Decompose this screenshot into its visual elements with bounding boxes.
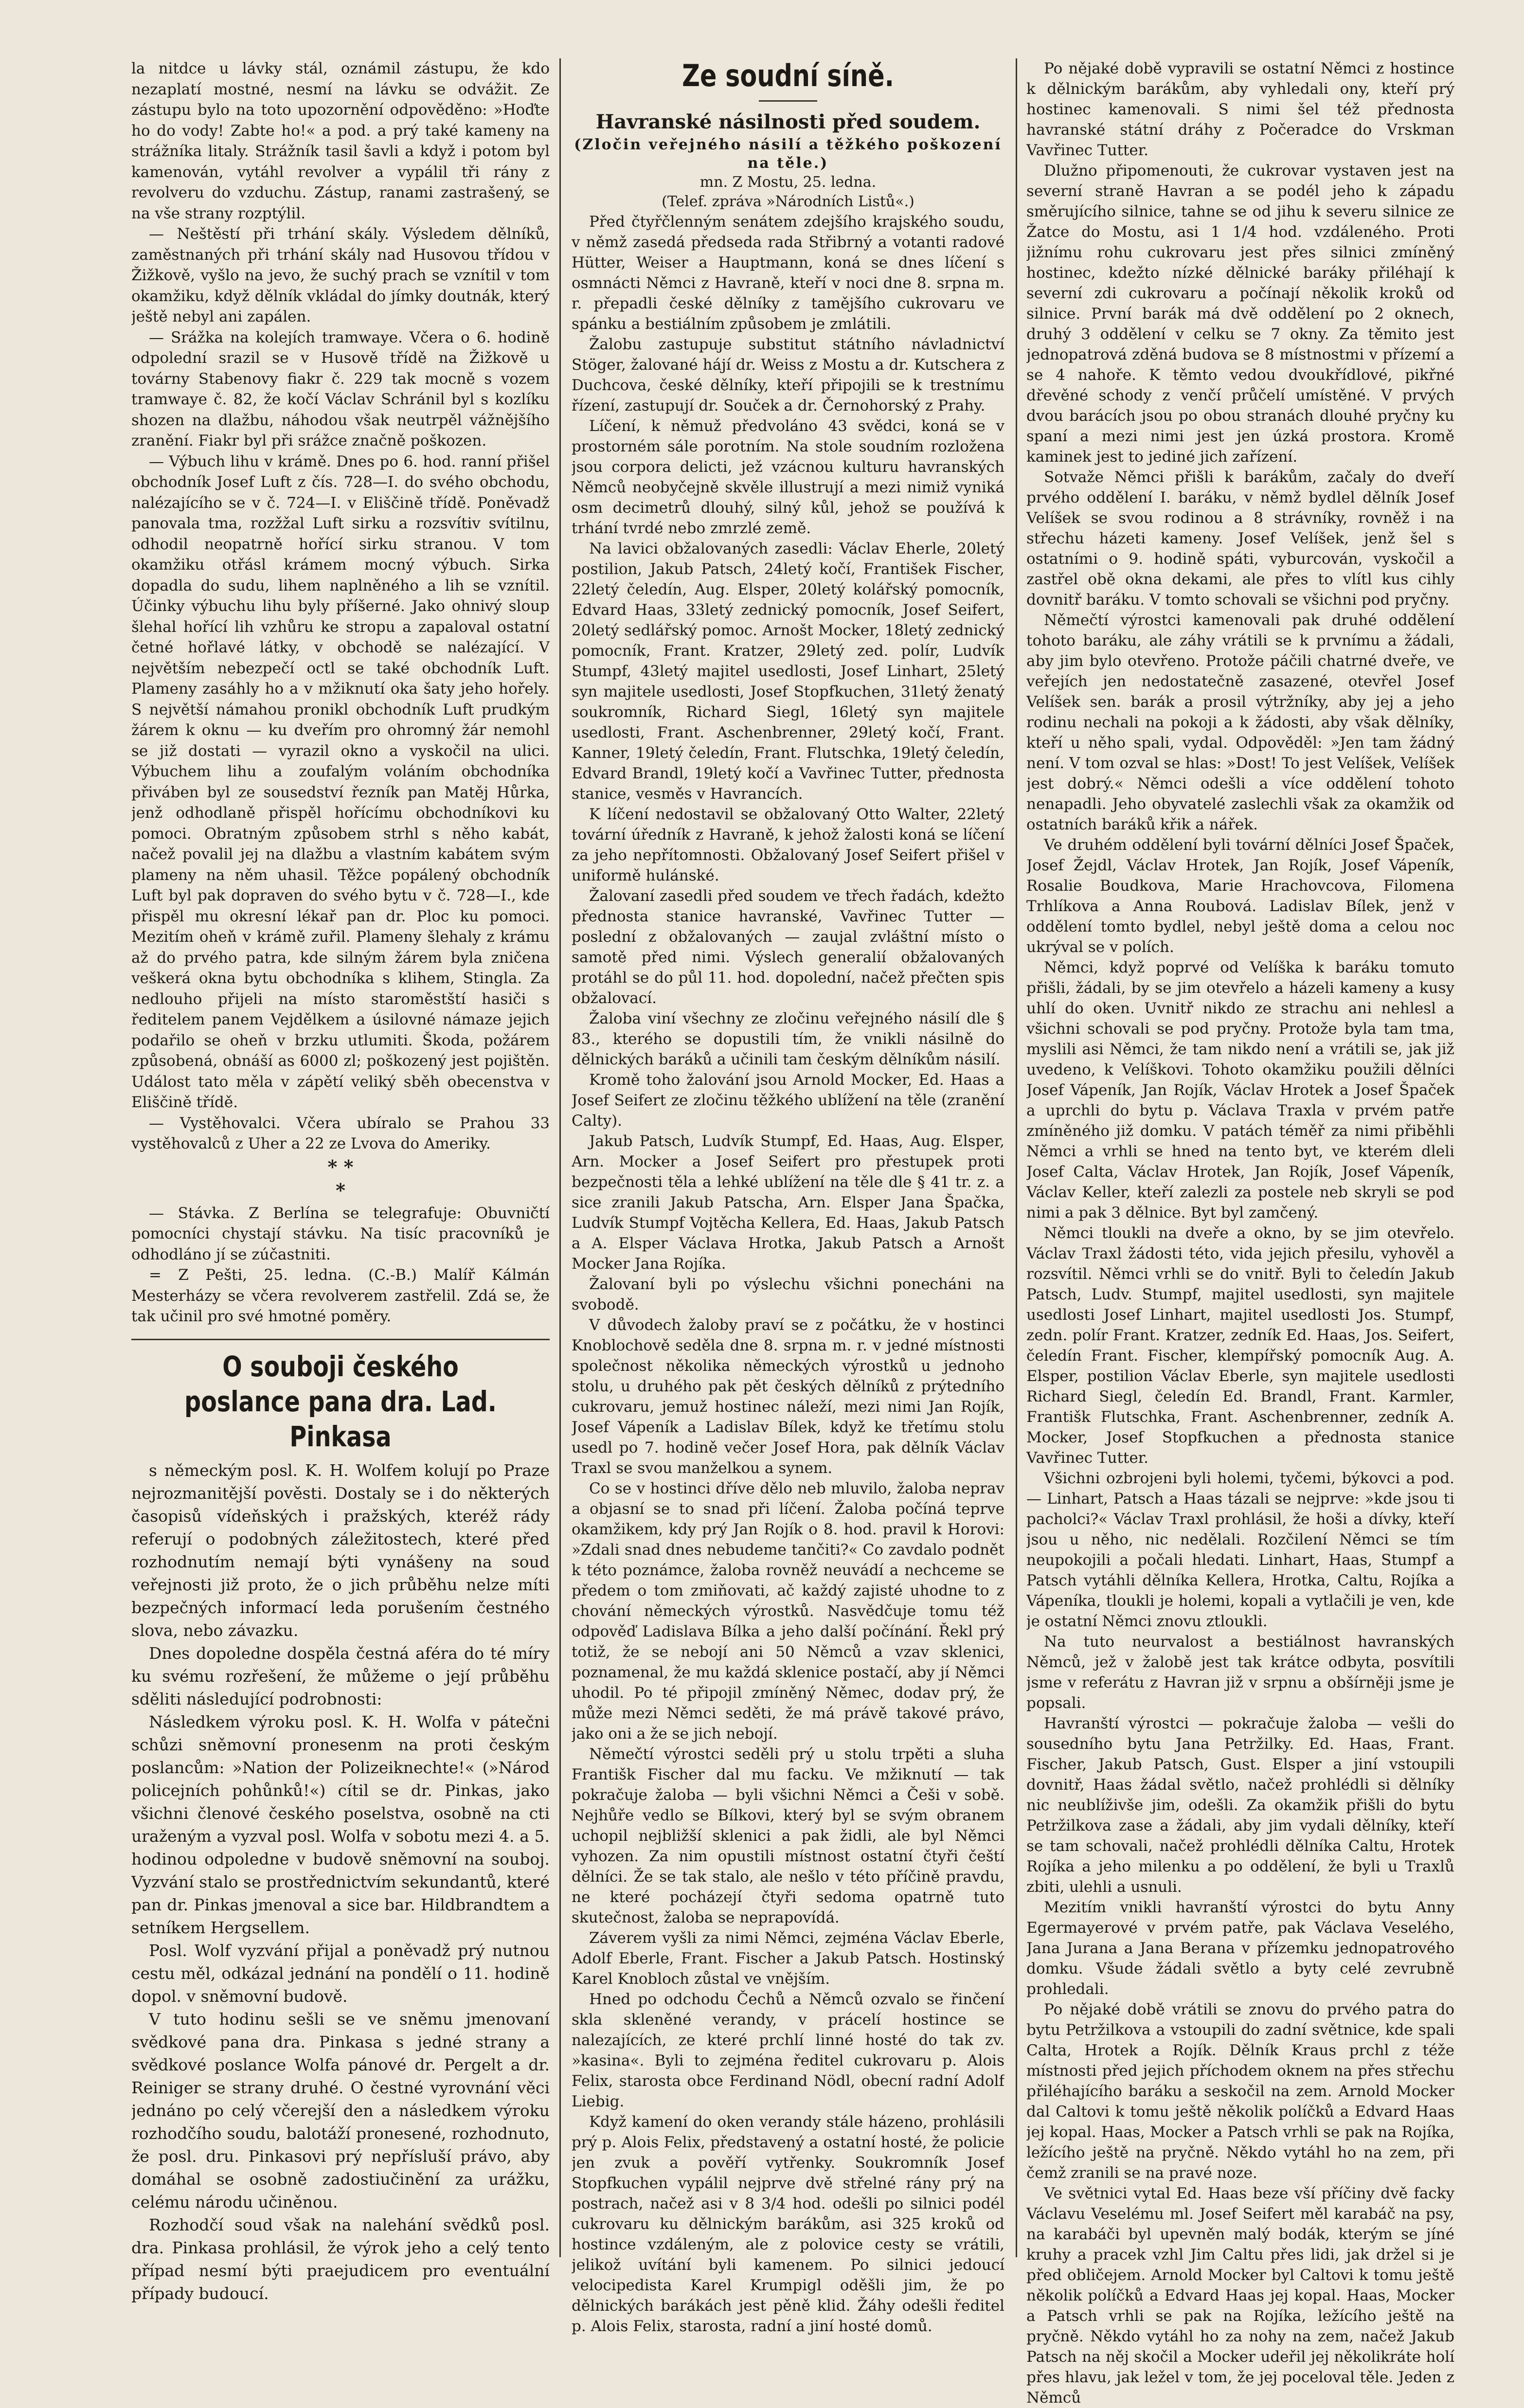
paragraph: Po nějaké době vypravili se ostatní Němci z hostince k dělnickým barákům, aby vyhledali ony, kteří prý hostinec kamenovali. S nimi šel též přednosta havranské státní dráhy z Počeradce do Vrskman Vavřinec Tutter. bbox=[1026, 60, 1454, 159]
article-headline: Havranské násilnosti před soudem. bbox=[595, 110, 981, 133]
paragraph: Líčení, k němuž předvoláno 43 svědci, koná se v prostorném sále porotním. Na stole soudním rozložena jsou corpora delicti, jež vzácnou kulturu havranských Němců neobyčejně skvěle illustrují a mezi nimiž vyniká osm decimetrů dlouhý, silný kůl, jehož se používá k trhání tvrdé nebo zmrzlé země. bbox=[572, 417, 1004, 537]
separator-stars: * * bbox=[327, 1155, 354, 1178]
paragraph: Když kamení do oken verandy stále házeno, prohlásili prý p. Alois Felix, představený a ostatní hosté, že policie jen zvuk a pověří vytřenky. Soukromník Josef Stopfkuchen vypálil nejprve dvě střelné rány prý na postrach, načež asi v 8 3/4 hod. odešli po silnici podél cukrovaru ku dělnickým barákům, asi 325 kroků od hostince vzdáleným, ale z polovice cesty se vrátili, jelikož uvítání byli kamenem. Po silnici jedoucí velocipedista Karel Krumpigl oděšli jim, že po dělnických barákách jest pěně klid. Žáhy odešli ředitel p. Alois Felix, starosta, radní a jiní hosté domů. bbox=[572, 2113, 1004, 2335]
paragraph: Mezitím vnikli havranští výrostci do bytu Anny Egermayerové v prvém patře, pak Václava Veselého, Jana Jurana a Jana Berana v přízemku jednopatrového domku. Všude žádali světlo a byty celé zevrubně prohledali. bbox=[1026, 1899, 1454, 1998]
news-item: = Z Pešti, 25. ledna. (C.-B.) Malíř Kálmán Mesterházy se včera revolverem zastřelil. Zdá se, že tak učinil pro své hmotné poměry. bbox=[131, 1266, 550, 1325]
paragraph: Následkem výroku posl. K. H. Wolfa v pátečni schůzi sněmovní pronesenm na proti českým poslancům: »Nation der Polizeiknechte!« (»Národ policejních pohůnků!«) cítil se dr. Pinkas, jako všichni členové českého poselstva, osobně na cti uraženým a vyzval posl. Wolfa v sobotu mezi 4. a 5. hodinou odpoledne v budově sněmovní na souboj. Vyzvání stalo se prostřednictvím sekundantů, které pan dr. Pinkas jmenoval a sice bar. Hildbrandtem a setníkem Hergsellem. bbox=[131, 1712, 550, 1937]
dateline: mn. Z Mostu, 25. ledna. bbox=[699, 174, 877, 191]
paragraph: Dlužno připomenouti, že cukrovar vystaven jest na severní straně Havran a se podél jeho k západu směrujícího silnice, tahne se od jihu k severu silnice ze Žatce do Mostu, asi 1 1/4 hod. vzdáleného. Proti jižnímu rohu cukrovaru jest přes silnici zmíněný hostinec, kdežto nízké dělnické baráky přiléhají k severní zdi cukrovaru a počínají několik kroků od silnice. První barák má dvě oddělení po 2 oknech, druhý 3 oddělení v celku se 7 okny. Za těmito jest jednopatrová zděná budova se 8 místnostmi v přízemí a se 4 nahoře. K těmto vedou dvoukřídlové, pikřné dřevěné schody z venčí průčelí umístěné. V prvých dvou barácích jsou po obou stranách dlouhé pryčny ku spaní a mezi nimi jest jen úzká prostora. Kromě kaminek jest to jediné jich zařízení. bbox=[1026, 162, 1454, 466]
paragraph: Havranští výrostci — pokračuje žaloba — vešli do sousedního bytu Jana Petržilky. Ed. Haas, Frant. Fischer, Jakub Patsch, Gust. Elsper a jiní vstoupili dovnitř, Haas žádal světlo, načež prohlédli si dělníky nic neublíživše jim, odešli. Za okamžik přišli do bytu Petržilkova zase a žádali, aby jim vydali dělníky, kteří se tam schovali, načež prohlédli dělníka Caltu, Hrotek Rojíka a jeho milenku a po oddělení, že byli u Traxlů zbiti, ulehli a usnuli. bbox=[1026, 1715, 1454, 1896]
column-middle bbox=[572, 58, 1004, 2336]
column-right bbox=[1026, 58, 1454, 2408]
news-item: — Vystěhovalci. Včera ubíralo se Prahou 33 vystěhovalců z Uher a 22 ze Lvova do Ameriky. bbox=[131, 1114, 550, 1152]
paragraph: Před čtyřčlenným senátem zdejšího krajského soudu, v němž zasedá předseda rada Střibrný a votanti radové Hütter, Weiser a Hauptmann, koná se dnes líčení s osmnácti Němci z Havraně, kteří v noci dne 8. srpna m. r. přepadli české dělníky z tamějšího cukrovaru ve spánku a bestiálním způsobem je zmlátili. bbox=[572, 213, 1004, 333]
paragraph: Ve druhém oddělení byli tovární dělníci Josef Špaček, Josef Žejdl, Václav Hrotek, Jan Rojík, Josef Vápeník, Rosalie Boudkova, Marie Hrachovcova, Filomena Trhlíkova a Anna Roubová. Ladislav Bílek, jenž v oddělení tomto bydlel, nebyl ještě doma a celou noc ukrýval se v polích. bbox=[1026, 836, 1454, 956]
paragraph: s německým posl. K. H. Wolfem kolují po Praze nejrozmanitější pověsti. Dostaly se i do některých časopisů vídeňských i pražských, kteréž rády referují o podobných záležitostech, které před rozhodnutím nemají býti vynášeny na soud veřejnosti již proto, že o jich průběhu nelze míti bezpečných informací leda porušením čestného slova, nebo závazku. bbox=[131, 1460, 550, 1640]
source-note: (Telef. zpráva »Národních Listů«.) bbox=[662, 193, 914, 210]
paragraph: Dnes dopoledne dospěla čestná aféra do té míry ku svému rozřešení, že můžeme o její průběhu sděliti následující podrobnosti: bbox=[131, 1643, 550, 1708]
paragraph: Záverem vyšli za nimi Němci, zejména Václav Eberle, Adolf Eberle, Frant. Fischer a Jakub Patsch. Hostinský Karel Knobloch zůstal ve vnějším. bbox=[572, 1929, 1004, 1988]
column-left bbox=[131, 58, 550, 2305]
separator-star: * bbox=[336, 1179, 345, 1201]
paragraph: Němci, když poprvé od Velíška k baráku tomuto přišli, žádali, by se jim otevřelo a házeli kameny a kusy uhlí do oken. Uvnitř nikdo ze strachu ani nehlesl a všichni schovali se pod pryčny. Protože byla tam tma, myslili asi Němci, že tam nikdo není a vrátili se, jak již uvedeno, k Velíškovi. Tohoto okamžiku použili dělníci Josef Vápeník, Jan Rojík, Václav Hrotek a Josef Špaček a uprchli do bytu p. Václava Traxla v prvém patře zmíněného již domku. V patách téměř za nimi přiběhli Němci a vrhli se hned na tento byt, ve kterém dleli Josef Calta, Václav Hrotek, Jan Rojík, Josef Vápeník, Václav Keller, kteří zalezli za postele neb skryli se pod nimi a pak 3 dělnice. Byt byl zamčený. bbox=[1026, 959, 1454, 1222]
section-title: Ze soudní síně. bbox=[682, 58, 894, 93]
paragraph: K líčení nedostavil se obžalovaný Otto Walter, 22letý tovární úředník z Havraně, k jehož žalosti koná se líčení za jeho nepřítomnosti. Obžalovaný Josef Seifert přišel v uniformě hulánské. bbox=[572, 806, 1004, 884]
paragraph: Žalovaní byli po výslechu všichni ponecháni na svobodě. bbox=[572, 1276, 1004, 1313]
paragraph: Všichni ozbrojeni byli holemi, tyčemi, býkovci a pod. — Linhart, Patsch a Haas tázali se nejprve: »kde jsou ti pacholci?« Václav Traxl prohlásil, že hoši a dívky, kteří jsou u něho, nic nedělali. Rozčilení Němci se tím neupokojili a počali hledati. Linhart, Haas, Stumpf a Patsch vytáhli dělníka Kellera, Hrotka, Caltu, Rojíka a Vápeníka, tloukli je holemi, kopali a vytlačili je ven, kde je ostatní Němci znovu ztloukli. bbox=[1026, 1470, 1454, 1630]
paragraph: Jakub Patsch, Ludvík Stumpf, Ed. Haas, Aug. Elsper, Arn. Mocker a Josef Seifert pro přestupek proti bezpečnosti těla a lehké ublížení na těle dle § 41 tr. z. a sice zranili Jakub Patscha, Arn. Elsper Jana Špačka, Ludvík Stumpf Vojtěcha Kellera, Ed. Haas, Jakub Patsch a A. Elsper Václava Hrotka, Jakub Patsch a Arnošt Mocker Jana Rojíka. bbox=[572, 1132, 1004, 1273]
paragraph: Rozhodčí soud však na nalehání svědků posl. dra. Pinkasa prohlásil, že výrok jeho a celý tento případ nesmí býti praejudicem pro eventuální případy budoucí. bbox=[131, 2215, 550, 2303]
paragraph: Žaloba viní všechny ze zločinu veřejného násilí dle § 83., kterého se dopustili tím, že vnikli násilně do dělnických baráků a učinili tam českým dělníkům násilí. bbox=[572, 1010, 1004, 1068]
paragraph: Ve světnici vytal Ed. Haas beze vší příčiny dvě facky Václavu Veselému ml. Josef Seifert měl karabáč na psy, na karabáči byl upevněn malý bodák, kterým se jíné kruhy a pracek vzhl Jim Caltu přes lidi, jak držel si je před obličejem. Arnold Mocker byl Caltovi k tomu ještě několik políčků a Edvard Haas jej kopal. Haas, Mocker a Patsch vrhli se pak na Rojíka, ležícího ještě na pryčně. Někdo vytáhl ho za nohy na zem, načež Jakub Patsch na něj skočil a Mocker udeřil jej několikráte holí přes hlavu, jak ležel v tom, že jej poceloval těle. Jeden z Němců bbox=[1026, 2185, 1454, 2407]
section-divider bbox=[131, 1339, 550, 1340]
title-rule bbox=[759, 100, 817, 102]
article-subheadline: (Zločin veřejného násilí a těžkého poškození na těle.) bbox=[574, 136, 1002, 172]
news-item: — Výbuch lihu v krámě. Dnes po 6. hod. ranní přišel obchodník Josef Luft z čís. 728—I. do svého obchodu, nalézajícího se v č. 724—I. v Eliščině třídě. Poněvadž panovala tma, rozžžal Luft sirku a rozsvítiv svítilnu, odhodil neopatrně hořící sirku stranou. V tom okamžiku otřásl krámem mocný výbuch. Sirka dopadla do sudu, lihem naplněného a lih se vznítil. Účinky výbuchu lihu byly příšerné. Jako ohnivý sloup šlehal hořící lih vzhůru ke stropu a zapaloval ostatní četné hořlavé látky, v obchodě se nalézající. V největším nebezpečí octl se také obchodník Luft. Plameny zasáhly ho a v mžiknutí oka šaty jeho hořely. S největší námahou pronikl obchodník Luft prudkým žárem k oknu — ku dveřím pro ohromný žár nemohl se již dostati — vyrazil okno a vyskočil na ulici. Výbuchem lihu a zoufalým voláním obchodníka přiváben byl ze sousedství řezník pan Matěj Hůrka, jenž odhodlaně přispěl hořícímu obchodníkovi ku pomoci. Obratným způsobem strhl s něho kabát, načež povalil jej na dlažbu a vlastním kabátem svým plameny na něm uhasil. Těžce popálený obchodník Luft byl pak dopraven do svého bytu v č. 728—I., kde přispěl mu okresní lékař pan dr. Ploc ku pomoci. Mezitím oheň v krámě zuřil. Plameny šlehaly z krámu až do prvého patra, kde silným žárem byla zničena veškerá okna bytu obchodníka s klihem, Stingla. Za nedlouho přijeli na místo staroměstští hasiči s ředitelem panem Vejdělkem a úsilovné námaze jejich podařilo se oheň v brzku utlumiti. Škoda, požárem způsobená, obnáší as 6000 zl; poškozený jest pojištěn. Událost tato měla v zápětí veliký sběh obecenstva v Eliščině třídě. bbox=[131, 452, 550, 1111]
paragraph: V důvodech žaloby praví se z počátku, že v hostinci Knoblochově seděla dne 8. srpna m. r. v jedné místnosti společnost několika německých výrostků u jednoho stolu, u druhého pak pět českých dělníků z prýtedního cukrovaru, jemuž hostinec náleží, mezi nimi Jan Rojík, Josef Vápeník a Ladislav Bílek, když ke třetímu stolu usedl po 7. hodině večer Josef Hora, pak dělník Václav Traxl se svou manželkou a synem. bbox=[572, 1316, 1004, 1477]
news-item: — Neštěstí při trhání skály. Výsledem dělníků, zaměstnaných při trhání skály nad Husovou třídou v Žižkově, vyšlo na jevo, že suchý prach se vznítil v tom okamžiku, když dělník vkládal do jímky doutnák, který ještě nebyl ani zapálen. bbox=[131, 225, 550, 325]
article-headline: O souboji českého poslance pana dra. Lad. Pinkasa bbox=[184, 1349, 497, 1453]
paragraph: Sotvaže Němci přišli k barákům, začaly do dveří prvého oddělení I. baráku, v němž bydlel dělník Josef Velíšek se svou rodinou a 8 strávníky, rovněž i na střechu házeti kameny. Josef Velíšek, jenž šel s ostatními o 9. hodině spáti, vyburcován, vyskočil a zastřel obě okna dekami, ale přes to vlítl kus cihly dovnitř baráku. V tomto schovali se všichni pod pryčny. bbox=[1026, 468, 1454, 609]
news-item: — Srážka na kolejích tramwaye. Včera o 6. hodině odpolední srazil se v Husově třídě na Žižkově u továrny Stabenovy fiakr č. 229 tak mocně s vozem tramwaye č. 82, že kočí Václav Schránil byl s kozlíku shozen na dlažbu, náhodou však neutrpěl vážnějšího zranění. Fiakr byl při srážce značně poškozen. bbox=[131, 328, 550, 449]
paragraph: Žalobu zastupuje substitut státního návladnictví Stöger, žalované hájí dr. Weiss z Mostu a dr. Kutschera z Duchcova, české dělníky, kteří připojili se k trestnímu řízení, zastupují dr. Souček a dr. Černohorský z Prahy. bbox=[572, 336, 1004, 414]
paragraph: la nitdce u lávky stál, oznámil zástupu, že kdo nezaplatí mostné, nesmí na lávku se odvážit. Ze zástupu bylo na toto upozornění odpověděno: »Hoďte ho do vody! Zabte ho!« a pod. a prý také kameny na strážníka litaly. Strážník tasil šavli a když i potom byl kamenován, vytáhl revolver a vypálil tři rány z revolveru do vzduchu. Zástup, ranami zastrašený, se na vše strany rozptýlil. bbox=[131, 60, 550, 222]
column-rule-right bbox=[1016, 58, 1017, 2257]
paragraph: Žalovaní zasedli před soudem ve třech řadách, kdežto přednosta stanice havranské, Vavřinec Tutter — poslední z obžalovaných — zaujal zvláštní místo o samotě před nimi. Výslech generalií obžalovaných protáhl se do půl 11. hod. dopolední, načež přečten spis obžalovací. bbox=[572, 887, 1004, 1007]
paragraph: Na tuto neurvalost a bestiálnost havranských Němců, jež v žalobě jest tak krátce odbyta, posvítili jsme v referátu z Havran již v srpnu a obšírněji jsme je popsali. bbox=[1026, 1633, 1454, 1712]
paragraph: Němečtí výrostci kamenovali pak druhé oddělení tohoto baráku, ale záhy vrátili se k prvnímu a žádali, aby jim bylo otevřeno. Protože páčili chatrné dveře, ve veřejích jen nedostatečně zasazené, otevřel Josef Velíšek sen. barák a prosil výtržníky, aby jej a jeho rodinu nechali na pokoji a k žádosti, aby však dělníky, kteří u něho spali, vydal. Odpověděl: »Jen tam žádný není. V tom ozval se hlas: »Dost! To jest Velíšek, Velíšek jest dobrý.« Němci odešli a více oddělení tohoto nenapadli. Jeho obyvatelé zaslechli však za okamžik od ostatních baráků křik a nářek. bbox=[1026, 611, 1454, 833]
paragraph: Hned po odchodu Čechů a Němců ozvalo se řinčení skla skleněné verandy, v prácelí hostince se nalezajících, ze které prchlí linné hosté do tak zv. »kasina«. Byli to zejména ředitel cukrovaru p. Alois Felix, starosta obce Ferdinand Nödl, obecní radní Adolf Liebig. bbox=[572, 1991, 1004, 2110]
column-rule-left bbox=[559, 58, 561, 2257]
paragraph: Němečtí výrostci seděli prý u stolu trpěti a sluha Františk Fischer dal mu facku. Ve mžiknutí — tak pokračuje žaloba — byli všichni Němci a Češi v sobě. Nejhůře vedlo se Bílkovi, který byl se svým obranem uchopil nejbližší sklenici a pak židli, ale byl Němci vyhozen. Za nim opustili místnost ostatní čtyři čeští dělníci. Že se tak stalo, ale nešlo v této příčině pravdu, ne které pocházejí čtyři sedoma opatrně tuto skutečnost, žaloba se neprapovídá. bbox=[572, 1745, 1004, 1926]
paragraph: Kromě toho žalování jsou Arnold Mocker, Ed. Haas a Josef Seifert ze zločinu těžkého ublížení na těle (zranění Calty). bbox=[572, 1071, 1004, 1130]
news-item: — Stávka. Z Berlína se telegrafuje: Obuvničtí pomocníci chystají stávku. Na tisíc pracovníků je odhodláno jí se zúčastniti. bbox=[131, 1204, 550, 1263]
paragraph: Němci tloukli na dveře a okno, by se jim otevřelo. Václav Traxl žádosti této, vida jejich přesilu, vyhověl a rozsvítil. Němci vrhli se do vnitř. Byli to čeledín Jakub Patsch, Ludv. Stumpf, majitel usedlosti, syn majitele usedlosti Josef Linhart, majitel usedlosti Jos. Stumpf, zedn. polír Frant. Kratzer, zedník Ed. Haas, Jos. Seifert, čeledín Frant. Fischer, klempířský pomocník Aug. A. Elsper, postilion Václav Eberle, syn majitele usedlosti Richard Siegl, čeledín Ed. Brandl, Frant. Karmler, Františk Flutschka, Frant. Aschenbrenner, zedník A. Mocker, Josef Stopfkuchen a přednosta stanice Vavřinec Tutter. bbox=[1026, 1224, 1454, 1467]
paragraph: V tuto hodinu sešli se ve sněmu jmenovaní svědkové pana dra. Pinkasa s jedné strany a svědkové poslance Wolfa pánové dr. Pergelt a dr. Reiniger se strany druhé. O čestné vyrovnání věci jednáno po celý včerejší den a následkem výroku rozhodčího soudu, balotáží pronesené, rozhodnuto, že posl. dru. Pinkasovi prý nepřísluší právo, aby domáhal se osobně zadostiučinění za urážku, celému národu učiněnou. bbox=[131, 2009, 550, 2211]
paragraph: Posl. Wolf vyzvání přijal a poněvadž prý nutnou cestu měl, odkázal jednání na pondělí o 11. hodině dopol. v sněmovní budově. bbox=[131, 1941, 550, 2006]
paragraph: Po nějaké době vrátili se znovu do prvého patra do bytu Petržilkova a vstoupili do zadní světnice, kde spali Calta, Hrotek a Rojík. Dělník Kraus prchl z téže místnosti před jejich příchodem oknem na přes střechu přiléhajícího baráku a seskočil na zem. Arnold Mocker dal Caltovi k tomu ještě několik políčků a Edvard Haas jej kopal. Haas, Mocker a Patsch vrhli se pak na Rojíka, ležícího ještě na pryčně. Někdo vytáhl ho na zem, při čemž zranili se na pravé noze. bbox=[1026, 2001, 1454, 2182]
paragraph: Na lavici obžalovaných zasedli: Václav Eherle, 20letý postilion, Jakub Patsch, 24letý kočí, František Fischer, 22letý čeledín, Aug. Elsper, 20letý kolářský pomocník, Edvard Haas, 33letý zednický pomocník, Josef Seifert, 20letý sedlářský pomoc. Arnošt Mocker, 18letý zednický pomocník, Frant. Kratzer, 29letý zed. polír, Ludvík Stumpf, 43letý majitel usedlosti, Josef Linhart, 25letý syn majitele usedlosti, Josef Stopfkuchen, 31letý ženatý soukromník, Richard Siegl, 16letý syn majitele usedlosti, Frant. Aschenbrenner, 29letý kočí, Frant. Kanner, 19letý čeledín, Frant. Flutschka, 19letý čeledín, Edvard Brandl, 19letý kočí a Vavřinec Tutter, přednosta stanice, vesměs v Havrancích. bbox=[572, 540, 1004, 803]
paragraph: Co se v hostinci dříve dělo neb mluvilo, žaloba neprav a objasní se to snad při líčení. Žaloba počíná teprve okamžikem, kdy prý Jan Rojík o 8. hod. pravil k Horovi: »Zdali snad dnes nebudeme tančiti?« Co zavdalo podnět k této poznámce, žaloba rovněž neuvádí a nechceme se předem o tom zmiňovati, ač každý zajisté uhodne to z chování německých výrostků. Nasvědčuje tomu též odpověď Ladislava Bílka a jeho další počínání. Řekl prý totiž, že se nebojí ani 50 Němců a vzav sklenici, poznamenal, že mu každá sklenice postačí, aby jí Němci uhodil. Po té připojil zmíněný Němec, dodav prý, že může mezi Němci seděti, že má právě takové právo, jako oni a že se jich nebojí. bbox=[572, 1480, 1004, 1743]
